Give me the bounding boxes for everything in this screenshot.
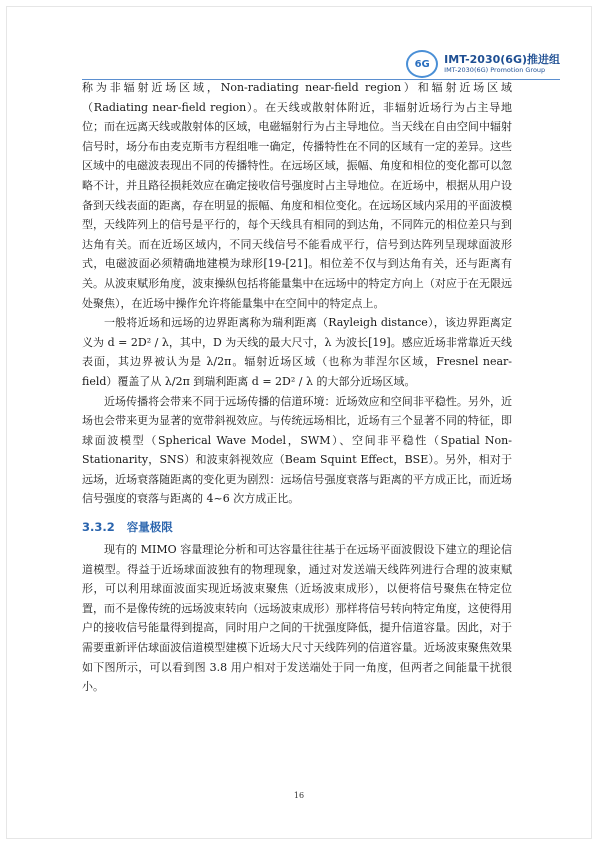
header-title: IMT-2030(6G)推进组 [444,53,560,66]
section-heading [82,517,512,537]
paragraph-near-field-characteristics: 近场传播将会带来不同于远场传播的信道环境：近场效应和空间非平稳性。另外，近场也会带来更为显著的宽带斜视效应。与传统远场相比，近场有三个显著不同的特征，即球面波模型（Spherical Wave Model，SWM）、空间非平稳性（Spatial Non-Stationarity，SNS）和波束斜视效应（Beam Squint Effect，BSE）。另外，相对于远场，近场衰落随距离的变化更为剧烈：远场信号强度衰落与距离的平方成正比，而近场信号强度的衰落与距离的 4~6 次方成正比。 [82,394,512,506]
paragraph-near-field-regions: 称为非辐射近场区域，Non-radiating near-field region）和辐射近场区域（Radiating near-field region）。在天线或散射体附近，非辐射近场行为占主导地位；而在远离天线或散射体的区域，电磁辐射行为占主导地位。当天线在自由空间中辐射信号时，场分布由麦克斯韦方程组唯一确定，传播特性在不同的区域有一定的差异。这些区域中的电磁波表现出不同的传播特性。在远场区域，振幅、角度和相位的变化都可以忽略不计，并且路径损耗效应在确定接收信号强度时占主导地位。在近场中，根据从用户设备到天线表面的距离，存在明显的振幅、角度和相位变化。在远场区域内采用的平面波模型，天线阵列上的信号是平行的，每个天线具有相同的到达角，不同阵元的相位差只与到达角有关。而在近场区域内，不同天线信号不能看成平行，信号到达阵列呈现球面波形式，电磁波面必须精确地建模为球形[19-[21]。相位差不仅与到达角有关，还与距离有关。从波束赋形角度，波束操纵包括将能量集中在远场中的特定方向上（对应于在无限远处聚焦），在近场中操作允许将能量集中在空间中的特定点上。 [82,81,512,310]
paragraph-capacity-limit: 现有的 MIMO 容量理论分析和可达容量往往基于在远场平面波假设下建立的理论信道模型。得益于近场球面波独有的物理现象，通过对发送端天线阵列进行合理的波束赋形，可以利用球面波面实现近场波束聚焦（近场波束成形），以便将信号聚焦在特定位置，而不是像传统的远场波束转向（远场波束成形）那样将信号转向特定角度，这使得用户的接收信号能量得到提高，同时用户之间的干扰强度降低，提升信道容量。因此，对于需要重新评估球面波信道模型建模下近场大尺寸天线阵列的信道容量。近场波束聚焦效果如下图所示，可以看到图 3.8 用户相对于发送端处于同一角度，但两者之间能量干扰很小。 [82,543,512,694]
imt2030-logo: 6G [406,50,438,78]
document-body [82,78,512,697]
section-number: 3.3.2 [82,520,115,535]
header-text [444,53,560,75]
header-subtitle: IMT-2030(6G) Promotion Group [444,66,546,74]
section-title: 容量极限 [126,520,173,535]
page-number: 16 [293,791,305,800]
paragraph-rayleigh-distance: 一般将近场和远场的边界距离称为瑞利距离（Rayleigh distance），该边界距离定义为 d = 2D² / λ，其中，D 为天线的最大尺寸，λ 为波长[19]。感应近场非常靠近天线表面，其边界被认为是 λ/2π。辐射近场区域（也称为菲涅尔区域，Fresnel near-field）覆盖了从 λ/2π 到瑞利距离 d = 2D² / λ 的大部分近场区域。 [82,316,512,388]
page-header [406,50,560,78]
